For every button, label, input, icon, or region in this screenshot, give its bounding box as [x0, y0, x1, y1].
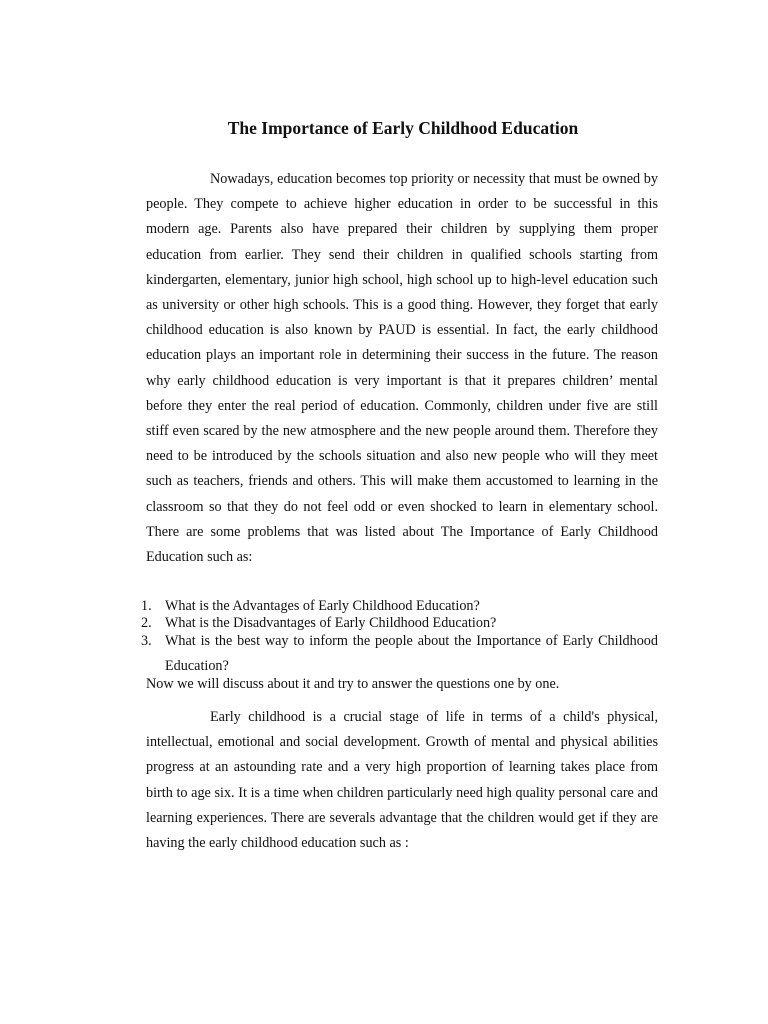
list-item-number: 2. [141, 615, 152, 631]
list-item-number: 3. [141, 633, 152, 649]
list-item [141, 629, 658, 679]
list-item-text: What is the Advantages of Early Childhood Education? [165, 598, 480, 614]
closing-line: Now we will discuss about it and try to answer the questions one by one. [146, 676, 560, 692]
list-item-text: What is the best way to inform the people about the Importance of Early Childhood Education? [165, 633, 658, 674]
intro-paragraph: Nowadays, education becomes top priority or necessity that must be owned by people. They compete to achieve higher education in order to be successful in this modern age. Parents also have prepared their children by supplying them proper education from earlier. They send their children in qualified schools starting from kindergarten, elementary, junior high school, high school up to high-level education such as university or other high schools. This is a good thing. However, they forget that early childhood education is also known by PAUD is essential. In fact, the early childhood education plays an important role in determining their success in the future. The reason why early childhood education is very important is that it prepares children’ mental before they enter the real period of education. Commonly, children under five are still stiff even scared by the new atmosphere and the new people around them. Therefore they need to be introduced by the schools situation and also new people who will they meet such as teachers, friends and others. This will make them accustomed to learning in the classroom so that they do not feel odd or even shocked to learn in elementary school. There are some problems that was listed about The Importance of Early Childhood Education such as: [146, 171, 658, 566]
questions-list [141, 598, 658, 679]
list-item [141, 598, 658, 615]
list-item-text: What is the Disadvantages of Early Childhood Education? [165, 615, 497, 631]
document-title: The Importance of Early Childhood Education [227, 118, 579, 138]
second-paragraph: Early childhood is a crucial stage of life in terms of a child's physical, intellectual, emotional and social development. Growth of mental and physical abilities progress at an astounding rate and a very high proportion of learning takes place from birth to age six. It is a time when children particularly need high quality personal care and learning experiences. There are severals advantage that the children would get if they are having the early childhood education such as : [146, 709, 658, 852]
list-item-number: 1. [141, 598, 152, 614]
